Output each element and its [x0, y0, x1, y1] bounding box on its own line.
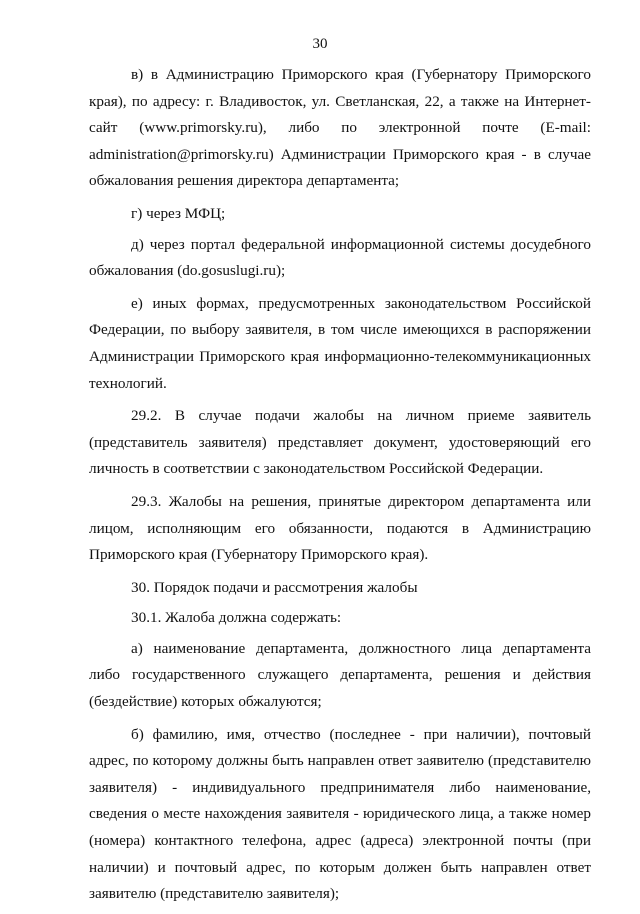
paragraph-d-portal: д) через портал федеральной информационной системы досудебного обжалования (do.gosuslugi.ru);: [89, 235, 591, 280]
paragraph-v-administration: в) в Администрацию Приморского края (Губернатору Приморского края), по адресу: г. Владивосток, ул. Светланская, 22, а также на Интернет-сайт (www.primorsky.ru), либо по электронной почте (E-mail: administration@primorsky.ru) Администрации Приморского края - в случае обжалования решения директора департамента;: [89, 66, 591, 190]
page-number: 30: [312, 36, 328, 52]
paragraph-29-3: 29.3. Жалобы на решения, принятые директором департамента или лицом, исполняющим его обязанности, подаются в Администрацию Приморского края (Губернатору Приморского края).: [89, 492, 591, 564]
paragraph-b-applicant-details: б) фамилию, имя, отчество (последнее - при наличии), почтовый адрес, по которому должны быть направлен ответ заявителю (представителю заявителя) - индивидуального предпринимателя либо наименование, сведения о месте нахождения заявителя - юридического лица, а также номер (номера) контактного телефона, адрес (адреса) электронной почты (при наличии) и почтовый адрес, по которым должен быть направлен ответ заявителю (представителю заявителя);: [89, 725, 591, 903]
paragraph-e-other-forms: е) иных формах, предусмотренных законодательством Российской Федерации, по выбору заявителя, в том числе имеющихся в распоряжении Администрации Приморского края информационно-телекоммуникационных технологий.: [89, 294, 591, 392]
paragraph-29-2: 29.2. В случае подачи жалобы на личном приеме заявитель (представитель заявителя) представляет документ, удостоверяющий его личность в соответствии с законодательством Российской Федерации.: [89, 407, 591, 478]
document-body: [89, 62, 591, 914]
section-heading-30: 30. Порядок подачи и рассмотрения жалобы: [131, 578, 418, 596]
paragraph-a-naming: а) наименование департамента, должностного лица департамента либо государственного служащего департамента, решения и действия (бездействие) которых обжалуются;: [89, 639, 591, 711]
paragraph-g-mfc: г) через МФЦ;: [131, 204, 226, 222]
paragraph-30-1: 30.1. Жалоба должна содержать:: [131, 609, 342, 627]
